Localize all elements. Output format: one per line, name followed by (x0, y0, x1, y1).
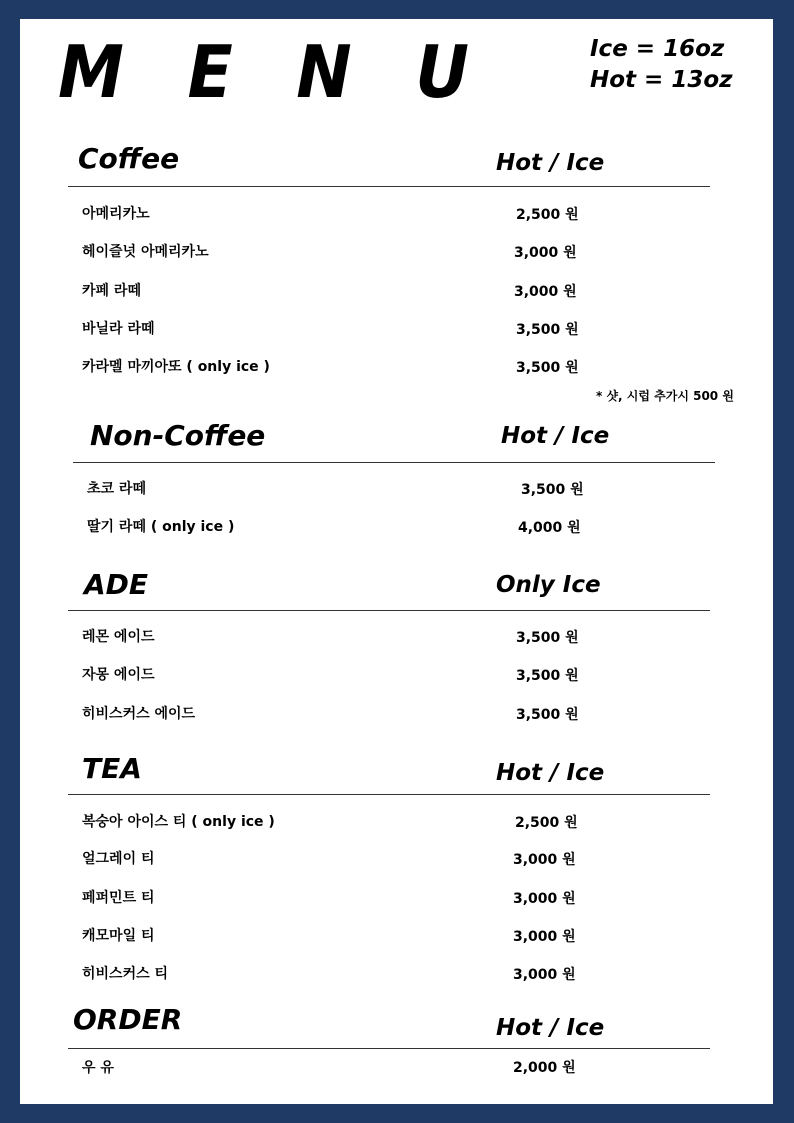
menu-price: 4,000 원 (518, 520, 581, 536)
tea-head: Hot / Ice (496, 760, 605, 786)
menu-item: 초코 라떼 (87, 481, 146, 497)
menu-item: 캐모마일 티 (82, 928, 155, 944)
ice-size: Ice = 16oz (590, 36, 725, 62)
menu-price: 3,500 원 (516, 630, 579, 646)
menu-price: 3,000 원 (513, 967, 576, 983)
menu-item: 카페 라떼 (82, 283, 141, 299)
menu-item: 얼그레이 티 (82, 851, 155, 867)
menu-item: 자몽 에이드 (82, 667, 155, 683)
tea-divider (68, 794, 710, 795)
menu-price: 3,000 원 (513, 891, 576, 907)
menu-item: 바닐라 라떼 (82, 321, 155, 337)
coffee-divider (68, 186, 710, 187)
menu-item: 히비스커스 티 (82, 966, 169, 982)
tea-title: TEA (82, 752, 142, 785)
size-info (590, 34, 733, 96)
menu-price: 3,500 원 (521, 482, 584, 498)
menu-price: 3,000 원 (513, 929, 576, 945)
hot-size: Hot = 13oz (590, 67, 733, 93)
menu-price: 3,000 원 (513, 852, 576, 868)
menu-item: 카라멜 마끼아또 ( only ice ) (82, 359, 270, 375)
menu-item: 레몬 에이드 (82, 629, 155, 645)
noncoffee-divider (73, 462, 715, 463)
menu-item: 복숭아 아이스 티 ( only ice ) (82, 814, 275, 830)
menu-price: 3,500 원 (516, 707, 579, 723)
menu-item: 페퍼민트 티 (82, 890, 155, 906)
menu-price: 2,500 원 (515, 815, 578, 831)
noncoffee-head: Hot / Ice (501, 423, 610, 449)
noncoffee-title: Non-Coffee (90, 419, 266, 452)
menu-item: 헤이즐넛 아메리카노 (82, 244, 209, 260)
ade-title: ADE (84, 568, 149, 601)
coffee-head: Hot / Ice (496, 150, 605, 176)
order-head: Hot / Ice (496, 1015, 605, 1041)
menu-price: 3,500 원 (516, 668, 579, 684)
coffee-note: * 샷, 시럽 추가시 500 원 (596, 389, 734, 403)
order-title: ORDER (73, 1003, 183, 1036)
menu-title: M E N U (58, 30, 490, 114)
ade-head: Only Ice (496, 572, 601, 598)
menu-price: 3,000 원 (514, 245, 577, 261)
menu-price: 2,000 원 (513, 1060, 576, 1076)
menu-item: 히비스커스 에이드 (82, 706, 196, 722)
menu-price: 3,500 원 (516, 322, 579, 338)
menu-item: 아메리카노 (82, 206, 150, 222)
menu-item: 우 유 (82, 1060, 114, 1076)
ade-divider (68, 610, 710, 611)
menu-price: 3,000 원 (514, 284, 577, 300)
menu-price: 3,500 원 (516, 360, 579, 376)
order-divider (68, 1048, 710, 1049)
menu-item: 딸기 라떼 ( only ice ) (87, 519, 235, 535)
menu-price: 2,500 원 (516, 207, 579, 223)
coffee-title: Coffee (78, 142, 180, 175)
